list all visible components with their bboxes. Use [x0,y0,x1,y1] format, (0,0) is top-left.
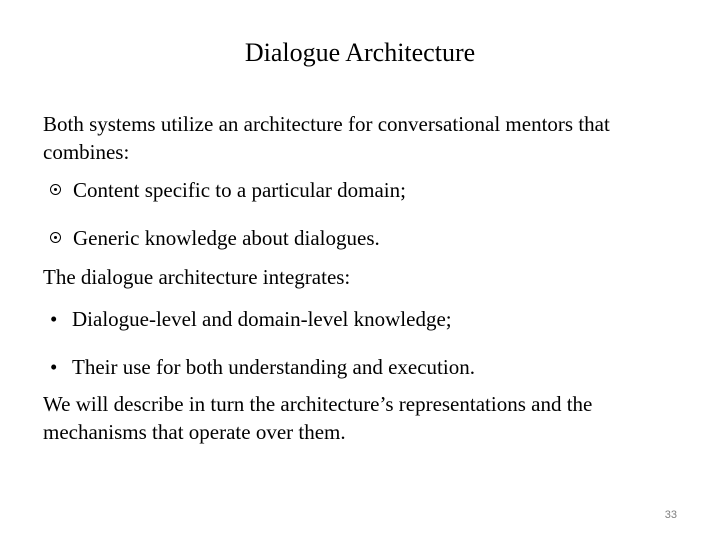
bullet-icon: • [50,355,58,379]
bullet-icon: • [50,307,58,331]
integrates-list [50,305,690,381]
list-item-text: Generic knowledge about dialogues. [73,226,380,250]
intro-paragraph: Both systems utilize an architecture for conversational mentors that combines: [43,112,610,164]
list-item-text: Dialogue-level and domain-level knowledge; [72,307,452,331]
slide-title: Dialogue Architecture [244,38,476,67]
combines-list [50,176,690,252]
circled-dot-bullet-icon [50,184,61,195]
page-number: 33 [664,509,677,521]
list-item-text: Content specific to a particular domain; [73,178,406,202]
list-item-text: Their use for both understanding and execution. [72,355,475,379]
list-item [50,176,690,204]
circled-dot-bullet-icon [50,232,61,243]
list-item [50,305,690,333]
closing-paragraph: We will describe in turn the architecture’s representations and the mechanisms that operate over them. [43,392,593,444]
list-item [50,224,690,252]
list-item [50,353,690,381]
integrates-paragraph: The dialogue architecture integrates: [43,265,351,289]
